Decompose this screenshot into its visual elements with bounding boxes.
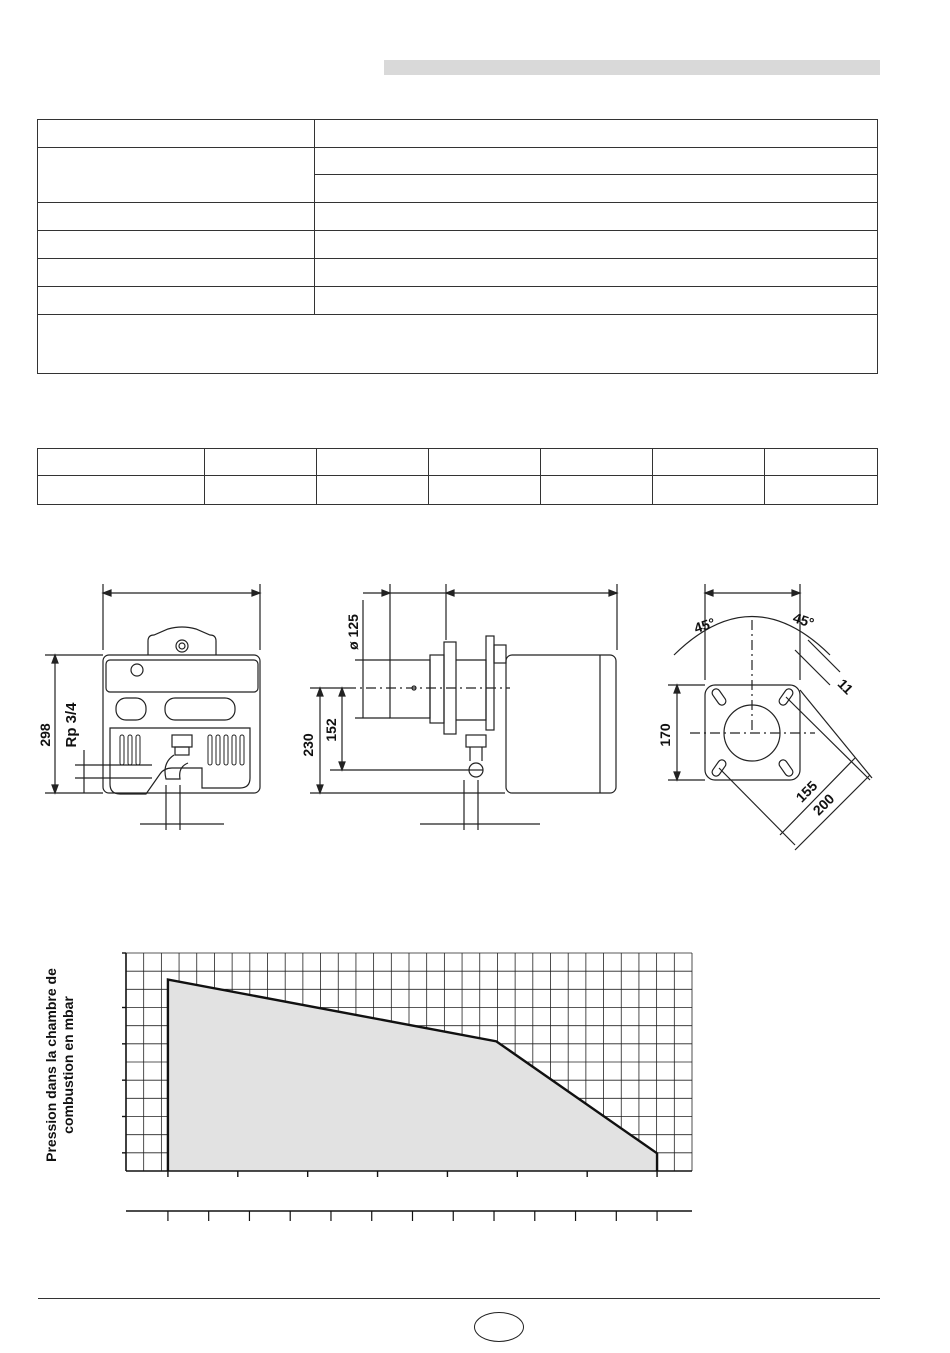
table-cell: [653, 449, 765, 476]
chart-ylabel-line2: combustion en mbar: [60, 995, 76, 1134]
chart-ylabel-line1: Pression dans la chambre de: [43, 967, 59, 1162]
footer-rule: [38, 1298, 880, 1299]
table-cell: [317, 476, 429, 505]
table-cell: [315, 203, 878, 231]
table-cell: [541, 449, 653, 476]
table-cell: [653, 476, 765, 505]
dim-label-angle-right: 45°: [791, 609, 817, 632]
table-row: [38, 315, 878, 374]
table-cell: [317, 449, 429, 476]
table-cell: [315, 259, 878, 287]
section-header-bar: [384, 60, 880, 75]
dim-label-200: 200: [809, 790, 838, 819]
dim-label-angle-left: 45°: [691, 614, 717, 637]
table-cell: [205, 449, 317, 476]
model-table: [37, 448, 878, 505]
dim-label-170: 170: [657, 723, 673, 747]
table-cell: [429, 476, 541, 505]
dim-label-155: 155: [792, 777, 821, 806]
table-cell: [429, 449, 541, 476]
table-row: [38, 148, 878, 175]
technical-data-table: [37, 119, 878, 374]
table-row: [38, 287, 878, 315]
table-cell: [315, 120, 878, 148]
table-cell: [315, 175, 878, 203]
table-cell: [541, 476, 653, 505]
table-cell: [38, 203, 315, 231]
table-row: [38, 259, 878, 287]
table-cell: [38, 231, 315, 259]
table-cell: [38, 449, 205, 476]
table-cell: [315, 231, 878, 259]
table-row: [38, 231, 878, 259]
chart-area: [168, 980, 657, 1171]
dim-label-diameter: ø 125: [345, 614, 361, 650]
table-cell: [315, 148, 878, 175]
table-cell: [205, 476, 317, 505]
table-cell: [38, 120, 315, 148]
table-cell: [38, 476, 205, 505]
dim-label-152: 152: [323, 718, 339, 742]
table-cell: [765, 476, 878, 505]
dim-label-230: 230: [300, 733, 316, 757]
dim-label-298: 298: [37, 723, 53, 747]
table-cell: [315, 287, 878, 315]
table-row: [38, 203, 878, 231]
table-row: [38, 449, 878, 476]
page-number-badge: [474, 1312, 524, 1342]
table-cell: [38, 148, 315, 203]
table-note: [38, 315, 878, 374]
table-cell: [38, 259, 315, 287]
chart-series: [168, 980, 657, 1171]
table-row: [38, 476, 878, 505]
table-cell: [38, 287, 315, 315]
dim-label-rp34: Rp 3/4: [63, 702, 80, 748]
pressure-chart: [0, 940, 950, 1230]
table-cell: [765, 449, 878, 476]
table-row: [38, 120, 878, 148]
dim-label-11: 11: [834, 675, 857, 698]
dimension-drawings: [0, 570, 950, 870]
